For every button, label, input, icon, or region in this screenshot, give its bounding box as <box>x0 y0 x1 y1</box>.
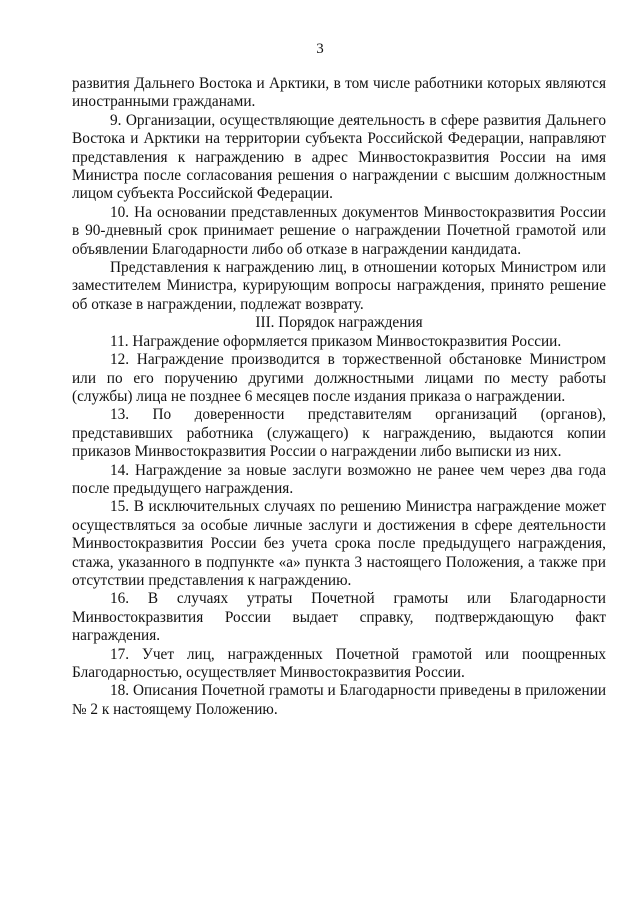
page-number: 3 <box>316 41 324 57</box>
paragraph-9: 9. Организации, осуществляющие деятельность в сфере развития Дальнего Востока и Арктики на территории субъекта Российской Федерации, направляют представления к награждению в адрес Минвостокразвития России на имя Министра после согласования решения о награждении с высшим должностным лицом субъекта Российской Федерации. <box>72 111 606 203</box>
paragraph-12: 12. Награждение производится в торжественной обстановке Министром или по его поручению другими должностными лицами по месту работы (службы) лица не позднее 6 месяцев после издания приказа о награждении. <box>72 351 606 405</box>
paragraph-14: 14. Награждение за новые заслуги возможно не ранее чем через два года после предыдущего награждения. <box>72 461 606 497</box>
paragraph-10-addendum: Представления к награждению лиц, в отношении которых Министром или заместителем Министра, курирующим вопросы награждения, принято решение об отказе в награждении, подлежат возврату. <box>72 259 606 313</box>
paragraph-11: 11. Награждение оформляется приказом Минвостокразвития России. <box>110 332 562 350</box>
document-body <box>72 75 606 719</box>
paragraph-15: 15. В исключительных случаях по решению Министра награждение может осуществляться за особые личные заслуги и достижения в сфере деятельности Минвостокразвития России без учета срока после предыдущего награждения, стажа, указанного в подпункте «а» пункта 3 настоящего Положения, а также при отсутствии представления к награждению. <box>72 498 606 589</box>
paragraph-13: 13. По доверенности представителям организаций (органов), представивших работника (служащего) к награждению, выдаются копии приказов Минвостокразвития России о награждении либо выписки из них. <box>72 406 606 461</box>
paragraph-10: 10. На основании представленных документов Минвостокразвития России в 90-дневный срок принимает решение о награждении Почетной грамотой или объявлении Благодарности либо об отказе в награждении кандидата. <box>72 203 606 258</box>
paragraph-continuation: развития Дальнего Востока и Арктики, в том числе работники которых являются иностранными гражданами. <box>72 75 606 111</box>
paragraph-17: 17. Учет лиц, награжденных Почетной грамотой или поощренных Благодарностью, осуществляет Минвостокразвития России. <box>72 645 606 681</box>
paragraph-16: 16. В случаях утраты Почетной грамоты или Благодарности Минвостокразвития России выдает справку, подтверждающую факт награждения. <box>72 590 606 645</box>
paragraph-18: 18. Описания Почетной грамоты и Благодарности приведены в приложении № 2 к настоящему Положению. <box>72 682 606 718</box>
section-heading: III. Порядок награждения <box>255 314 423 332</box>
